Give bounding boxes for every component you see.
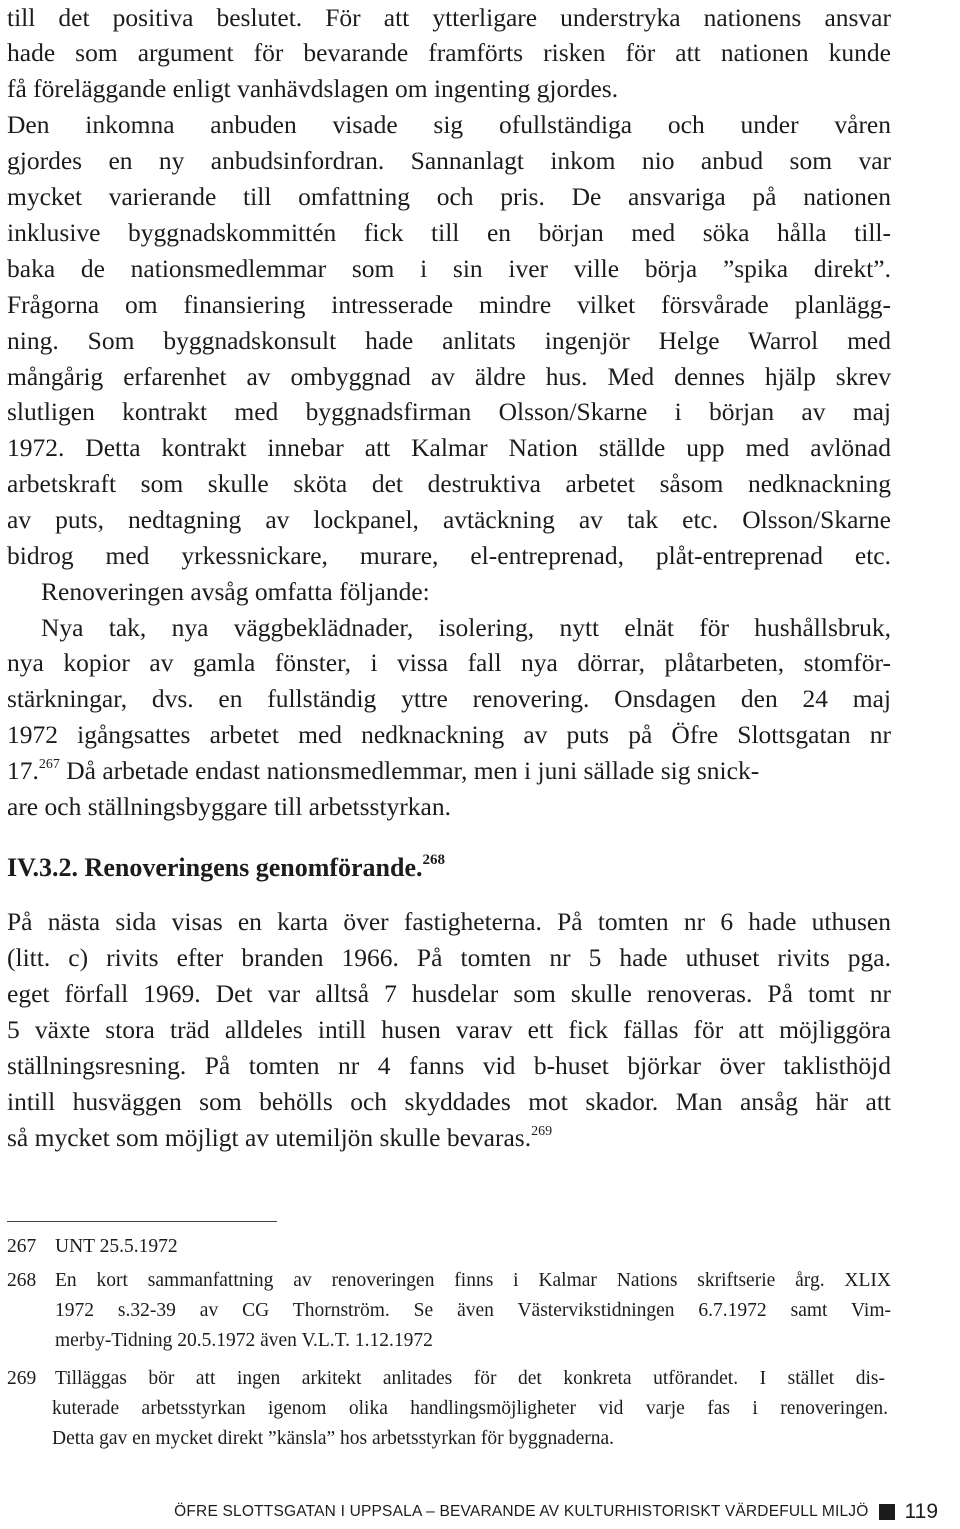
footnote-text: Tilläggas bör att ingen arkitekt anlitades för det konkreta utförandet. I stället dis- [55,1368,885,1389]
footnote-ref-268: 268 [422,852,446,868]
section-line: (litt. c) rivits efter branden 1966. På tomten nr 5 hade uthuset rivits pga. [7,943,891,972]
body-line: nya kopior av gamla fönster, i vissa fall nya dörrar, plåtarbeten, stomför- [7,648,891,677]
body-line: bidrog med yrkessnickare, murare, el-entreprenad, plåt-entreprenad etc. [7,541,891,570]
body-line: mångårig erfarenhet av ombyggnad av äldre hus. Med dennes hjälp skrev [7,362,891,391]
body-line: arbetskraft som skulle sköta det destruktiva arbetet såsom nedknackning [7,469,891,498]
body-line: till det positiva beslutet. För att ytterligare understryka nationens ansvar [7,3,891,32]
footnote-text: En kort sammanfattning av renoveringen finns i Kalmar Nations skriftserie årg. XLIX [55,1270,891,1291]
body-line [7,756,891,786]
section-line: intill husväggen som behölls och skyddades mot skador. Man ansåg här att [7,1087,891,1116]
body-line: hade som argument för bevarande framförts risken för att nationen kunde [7,38,891,67]
footnote-number: 269 [7,1368,37,1389]
body-line: are och ställningsbyggare till arbetsstyrkan. [7,792,451,821]
body-line: av puts, nedtagning av lockpanel, avtäckning av tak etc. Olsson/Skarne [7,505,891,534]
body-line: Nya tak, nya väggbeklädnader, isolering, nytt elnät för hushållsbruk, [41,613,891,642]
footnote-text: kuterade arbetsstyrkan igenom olika handlingsmöjligheter vid varje fas i renoveringen. [52,1398,888,1419]
body-line: ning. Som byggnadskonsult hade anlitats ingenjör Helge Warrol med [7,326,891,355]
body-text: Då arbetade endast nationsmedlemmar, men i juni sällade sig snick- [59,756,760,785]
section-line [7,1123,891,1153]
body-text: så mycket som möjligt av utemiljön skulle bevaras. [7,1123,532,1152]
body-line: gjordes en ny anbudsinfordran. Sannanlagt inkom nio anbud som var [7,146,891,175]
footnote-divider [7,1221,277,1222]
square-bullet-icon [879,1504,895,1520]
footnote-number: 267 [7,1236,37,1257]
body-line: stärkningar, dvs. en fullständig yttre renovering. Onsdagen den 24 maj [7,684,891,713]
footnote-ref-267: 267 [38,757,60,772]
body-line: få föreläggande enligt vanhävdslagen om ingenting gjordes. [7,74,619,103]
footnote-text: Detta gav en mycket direkt ”känsla” hos arbetsstyrkan för byggnaderna. [52,1428,615,1449]
body-line: 1972 igångsattes arbetet med nedknackning av puts på Öfre Slottsgatan nr [7,720,891,749]
body-line: 1972. Detta kontrakt innebar att Kalmar Nation ställde upp med avlönad [7,433,891,462]
section-line: eget förfall 1969. Det var alltså 7 husdelar som skulle renoveras. På tomt nr [7,979,891,1008]
section-heading [7,853,445,883]
section-line: ställningsresning. På tomten nr 4 fanns vid b-huset björkar över taklisthöjd [7,1051,891,1080]
footnote-text: merby-Tidning 20.5.1972 även V.L.T. 1.12.1972 [55,1330,433,1351]
footnote-text: 1972 s.32-39 av CG Thornström. Se även Västervikstidningen 6.7.1972 samt Vim- [55,1300,891,1321]
running-title: ÖFRE SLOTTSGATAN I UPPSALA – BEVARANDE AV KULTURHISTORISKT VÄRDEFULL MILJÖ [174,1503,869,1520]
body-line: Renoveringen avsåg omfatta följande: [41,577,430,606]
footnote-ref-269: 269 [531,1124,553,1139]
heading-text: IV.3.2. Renoveringens genomförande. [7,853,423,882]
footnote-text: UNT 25.5.1972 [55,1236,178,1257]
body-line: Frågorna om finansiering intresserade mindre vilket försvårade planlägg- [7,290,891,319]
body-line: inklusive byggnadskommittén fick till en början med söka hålla till- [7,218,891,247]
body-text: 17. [7,756,39,785]
page-footer [174,1500,938,1524]
body-line: Den inkomna anbuden visade sig ofullständiga och under våren [7,110,891,139]
section-line: 5 växte stora träd alldeles intill husen varav ett fick fällas för att möjliggöra [7,1015,891,1044]
footnote-267 [7,1232,891,1262]
body-line: mycket varierande till omfattning och pris. De ansvariga på nationen [7,182,891,211]
body-line: slutligen kontrakt med byggnadsfirman Olsson/Skarne i början av maj [7,397,891,426]
footnote-number: 268 [7,1270,37,1291]
page-number: 119 [904,1500,938,1523]
footnote-269 [7,1364,891,1394]
footnote-268 [7,1266,891,1296]
body-line: baka de nationsmedlemmar som i sin iver ville börja ”spika direkt”. [7,254,891,283]
section-line: På nästa sida visas en karta över fastigheterna. På tomten nr 6 hade uthusen [7,907,891,936]
